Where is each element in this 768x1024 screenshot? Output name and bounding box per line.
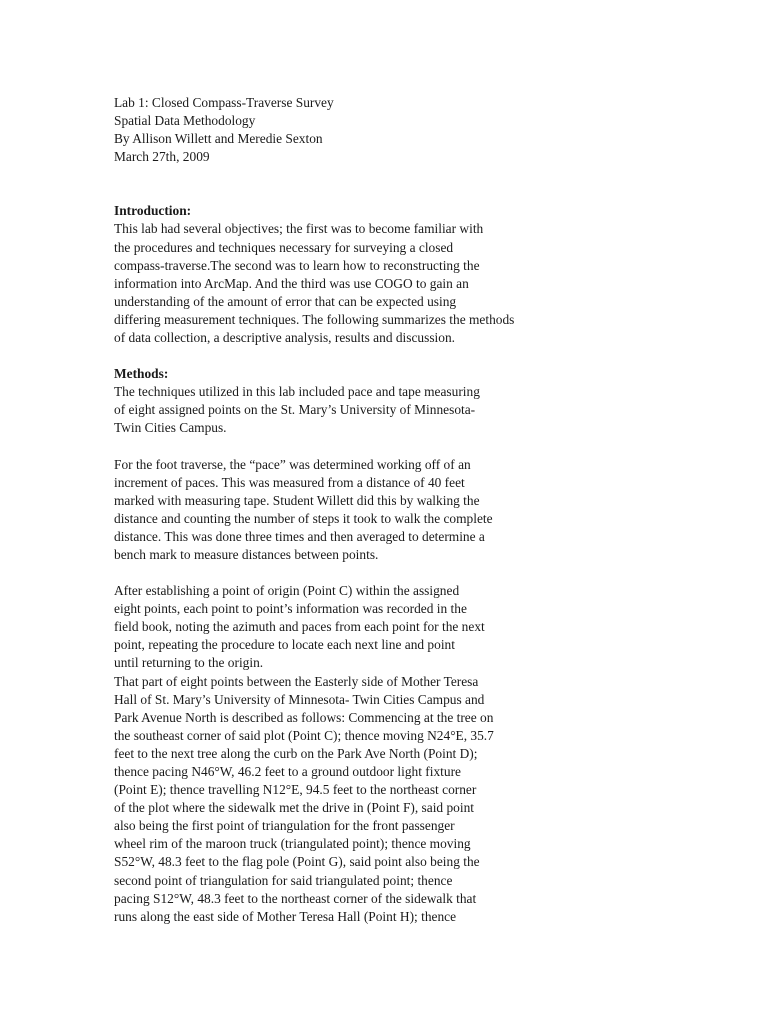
document-page: [114, 94, 574, 926]
text-line: distance. This was done three times and then averaged to determine a: [114, 528, 485, 544]
methods-paragraph-3: [114, 582, 574, 926]
text-line: (Point E); thence travelling N12°E, 94.5 feet to the northeast corner: [114, 782, 477, 798]
text-line: bench mark to measure distances between points.: [114, 546, 379, 562]
text-line: eight points, each point to point’s information was recorded in the: [114, 601, 467, 617]
text-line: Park Avenue North is described as follows: Commencing at the tree on: [114, 709, 494, 725]
text-line: information into ArcMap. And the third was use COGO to gain an: [114, 275, 469, 291]
text-line: Twin Cities Campus.: [114, 420, 227, 436]
introduction-heading: Introduction:: [114, 203, 192, 219]
text-line: distance and counting the number of steps it took to walk the complete: [114, 510, 493, 526]
text-line: increment of paces. This was measured from a distance of 40 feet: [114, 474, 465, 490]
text-line: runs along the east side of Mother Teresa Hall (Point H); thence: [114, 908, 457, 924]
text-line: S52°W, 48.3 feet to the flag pole (Point G), said point also being the: [114, 854, 480, 870]
text-line: the procedures and techniques necessary for surveying a closed: [114, 239, 454, 255]
text-line: That part of eight points between the Easterly side of Mother Teresa: [114, 673, 479, 689]
text-line: compass-traverse.The second was to learn how to reconstructing the: [114, 257, 480, 273]
text-line: point, repeating the procedure to locate each next line and point: [114, 637, 455, 653]
document-header: [114, 94, 574, 166]
text-line: differing measurement techniques. The following summarizes the methods: [114, 311, 515, 327]
document-date: March 27th, 2009: [114, 149, 210, 165]
text-line: of the plot where the sidewalk met the drive in (Point F), said point: [114, 800, 474, 816]
methods-paragraph-2: [114, 456, 574, 565]
text-line: wheel rim of the maroon truck (triangulated point); thence moving: [114, 836, 471, 852]
text-line: marked with measuring tape. Student Willett did this by walking the: [114, 492, 480, 508]
text-line: the southeast corner of said plot (Point C); thence moving N24°E, 35.7: [114, 727, 494, 743]
authors: By Allison Willett and Meredie Sexton: [114, 131, 323, 147]
text-line: feet to the next tree along the curb on the Park Ave North (Point D);: [114, 745, 478, 761]
text-line: thence pacing N46°W, 46.2 feet to a ground outdoor light fixture: [114, 764, 461, 779]
document-title: Lab 1: Closed Compass-Traverse Survey: [114, 95, 334, 110]
text-line: of data collection, a descriptive analysis, results and discussion.: [114, 330, 456, 346]
text-line: This lab had several objectives; the first was to become familiar with: [114, 221, 484, 237]
text-line: field book, noting the azimuth and paces from each point for the next: [114, 619, 485, 635]
text-line: second point of triangulation for said triangulated point; thence: [114, 872, 453, 888]
course-name: Spatial Data Methodology: [114, 113, 256, 129]
text-line: also being the first point of triangulation for the front passenger: [114, 818, 455, 834]
methods-heading: Methods:: [114, 366, 169, 382]
methods-section: [114, 365, 574, 926]
methods-paragraph-1: [114, 383, 574, 437]
text-line: The techniques utilized in this lab included pace and tape measuring: [114, 384, 480, 400]
text-line: Hall of St. Mary’s University of Minnesota- Twin Cities Campus and: [114, 691, 485, 707]
text-line: pacing S12°W, 48.3 feet to the northeast corner of the sidewalk that: [114, 890, 477, 906]
text-line: After establishing a point of origin (Point C) within the assigned: [114, 583, 460, 599]
text-line: of eight assigned points on the St. Mary’s University of Minnesota-: [114, 402, 476, 418]
text-line: For the foot traverse, the “pace” was determined working off of an: [114, 456, 471, 472]
introduction-section: [114, 202, 574, 347]
text-line: understanding of the amount of error that can be expected using: [114, 293, 457, 309]
text-line: until returning to the origin.: [114, 655, 264, 671]
